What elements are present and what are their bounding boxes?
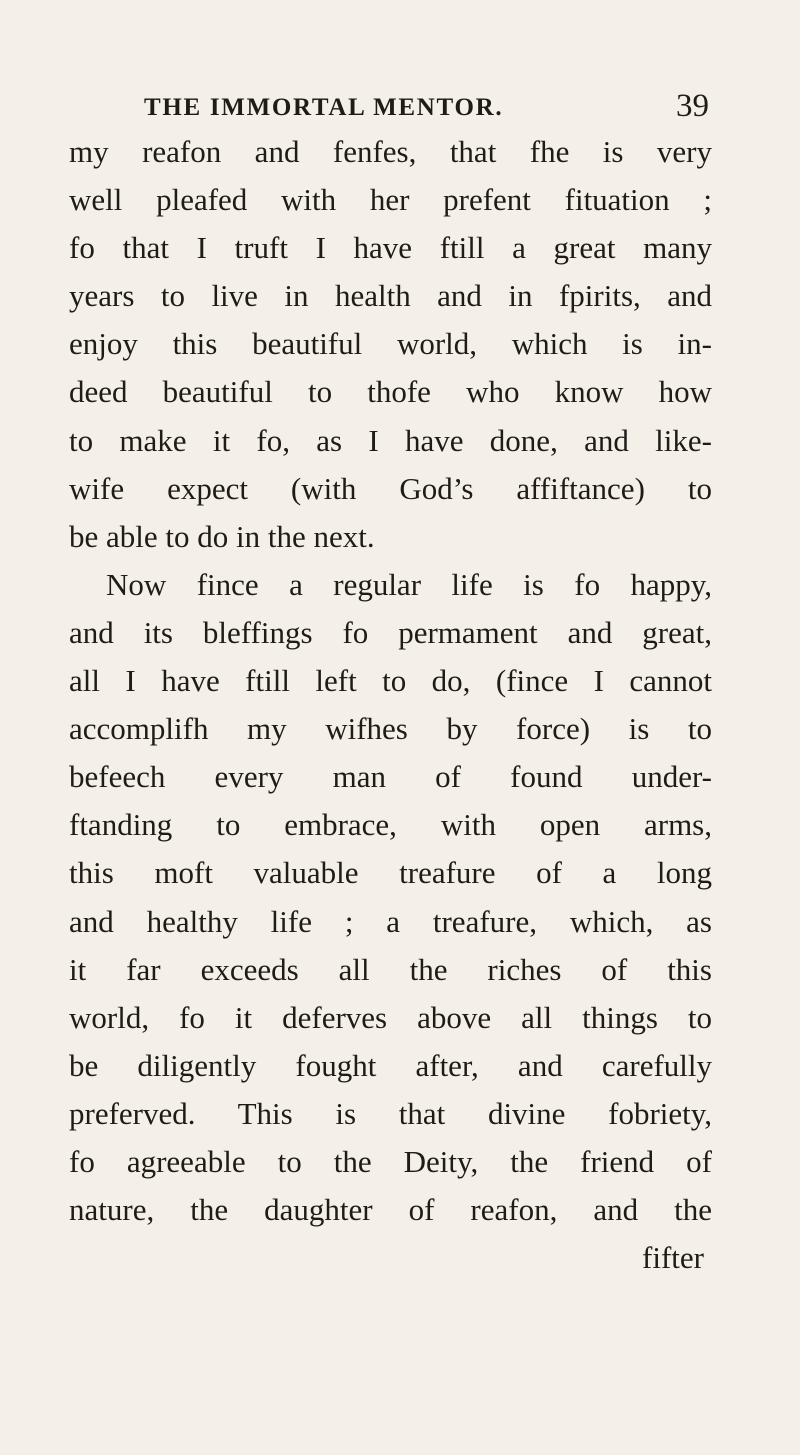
text-line: my reafon and fenfes, that fhe is very: [69, 134, 712, 169]
text-line: deed beautiful to thofe who know how: [69, 374, 712, 410]
text-line: befeech every man of found under-: [69, 759, 712, 795]
text-line: be able to do in the next.: [69, 518, 375, 554]
text-line: and healthy life ; a treafure, which, as: [69, 903, 712, 939]
text-line: and its bleffings fo permament and great,: [69, 614, 712, 650]
body-text: [69, 128, 712, 1282]
running-head: [144, 88, 709, 128]
text-line: years to live in health and in fpirits, and: [69, 278, 712, 314]
text-line: accomplifh my wifhes by force) is to: [69, 711, 712, 747]
text-line: it far exceeds all the riches of this: [69, 951, 712, 987]
text-line: to make it fo, as I have done, and like-: [69, 422, 712, 458]
paragraph-start-line: Now fince a regular life is fo happy,: [106, 566, 712, 602]
text-line: fo agreeable to the Deity, the friend of: [69, 1143, 712, 1179]
text-line: preferved. This is that divine fobriety,: [69, 1095, 712, 1131]
text-line: wife expect (with God’s affiftance) to: [69, 470, 712, 506]
text-line: ftanding to embrace, with open arms,: [69, 807, 712, 843]
running-title: THE IMMORTAL MENTOR.: [144, 94, 504, 121]
text-line: be diligently fought after, and carefully: [69, 1047, 712, 1083]
text-line: nature, the daughter of reafon, and the: [69, 1192, 712, 1228]
text-line: fo that I truft I have ftill a great many: [69, 230, 712, 266]
page-number: 39: [676, 88, 709, 124]
text-line: all I have ftill left to do, (fince I cannot: [69, 663, 712, 699]
text-line: world, fo it deferves above all things to: [69, 999, 712, 1035]
text-line: well pleafed with her prefent fituation ;: [69, 182, 712, 218]
catchword: fifter: [642, 1240, 704, 1276]
text-line: enjoy this beautiful world, which is in-: [69, 326, 712, 362]
text-line: this moft valuable treafure of a long: [69, 855, 712, 891]
